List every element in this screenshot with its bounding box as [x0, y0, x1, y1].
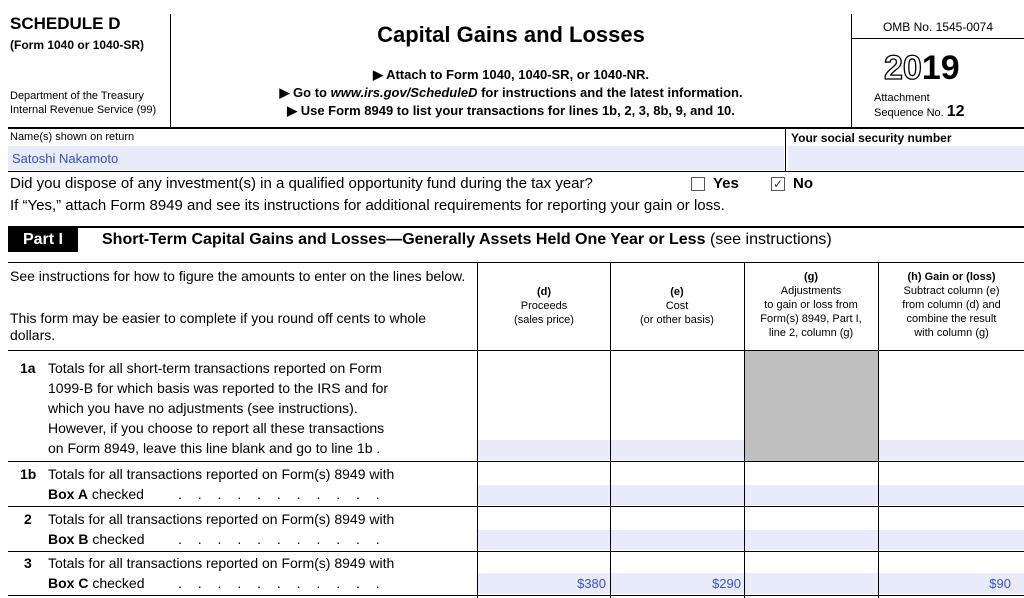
irs-label: Internal Revenue Service (99): [10, 104, 157, 116]
instruction-website: ▶ Go to www.irs.gov/ScheduleD for instructions and the latest information.: [279, 85, 743, 100]
row-1b-gain-field[interactable]: [879, 485, 1024, 505]
ssn-label: Your social security number: [791, 131, 952, 145]
row-3-box-line: Box C checked: [48, 575, 145, 591]
name-label: Name(s) shown on return: [10, 131, 135, 143]
row-1b-box-line: Box A checked: [48, 486, 144, 502]
irs-url: www.irs.gov/ScheduleD: [330, 85, 478, 100]
row-3-adjustments-field[interactable]: [745, 573, 878, 594]
schedule-label: SCHEDULE D: [10, 14, 121, 33]
row-2-gain-field[interactable]: [879, 530, 1024, 550]
row-3-cost-value: $290: [712, 576, 741, 591]
row-2-leader: . . . . . . . . . . .: [178, 531, 386, 547]
department-label: Department of the Treasury: [10, 90, 144, 102]
col-e-header: (e) Cost (or other basis): [640, 286, 714, 326]
row-3-proceeds-value: $380: [577, 576, 606, 591]
row-2-description: Totals for all transactions reported on Form(s) 8949 with: [48, 511, 395, 527]
qof-question: Did you dispose of any investment(s) in a qualified opportunity fund during the tax year?: [10, 175, 593, 192]
row-1a-description: Totals for all short-term transactions reported on Form 1099-B for which basis was reported to the IRS and for which you have no adjustments (see instructions). However, if you choose to report all these transactions on Form 8949, leave this line blank and go to line 1b .: [48, 360, 389, 456]
qof-followup: If “Yes,” attach Form 8949 and see its instructions for additional requirements for reporting your gain or loss.: [10, 197, 725, 214]
part-i-tag: Part I: [8, 228, 78, 252]
row-3-description: Totals for all transactions reported on Form(s) 8949 with: [48, 555, 395, 571]
row-1b-number: 1b: [20, 466, 37, 482]
row-1a-adjustments-shaded: [745, 351, 878, 461]
row-1b-leader: . . . . . . . . . . .: [178, 486, 386, 502]
qof-no-label: No: [793, 175, 813, 192]
attachment-label: Attachment: [874, 92, 930, 104]
row-2-number: 2: [24, 511, 32, 527]
col-g-header: (g) Adjustments to gain or loss from Form(s) 8949, Part I, line 2, column (g): [760, 271, 862, 339]
row-3-gain-value: $90: [989, 576, 1011, 591]
row-3-leader: . . . . . . . . . . .: [178, 575, 386, 591]
row-1a-gain-field[interactable]: [879, 440, 1024, 460]
qof-no-checkbox[interactable]: [771, 177, 785, 191]
form-title: Capital Gains and Losses: [377, 22, 645, 47]
row-1b-proceeds-field[interactable]: [478, 485, 610, 505]
row-1b-adjustments-field[interactable]: [745, 485, 878, 505]
qof-yes-label: Yes: [713, 175, 739, 192]
name-value: Satoshi Nakamoto: [12, 151, 119, 166]
col-h-header: (h) Gain or (loss) Subtract column (e) from column (d) and combine the result with column (g): [902, 271, 1001, 339]
table-intro-1: See instructions for how to figure the amounts to enter on the lines below.: [10, 268, 466, 284]
tax-year: 2019: [884, 49, 960, 87]
qof-yes-checkbox[interactable]: [691, 177, 705, 191]
row-3-number: 3: [24, 555, 32, 571]
check-mark-icon: ✓: [772, 177, 784, 191]
row-2-adjustments-field[interactable]: [745, 530, 878, 550]
instruction-attach: ▶ Attach to Form 1040, 1040-SR, or 1040-NR.: [372, 67, 650, 82]
row-1b-description: Totals for all transactions reported on Form(s) 8949 with: [48, 466, 395, 482]
sequence-label: Sequence No. 12: [874, 103, 965, 120]
row-2-cost-field[interactable]: [611, 530, 744, 550]
omb-number: OMB No. 1545-0074: [882, 20, 994, 34]
row-2-box-line: Box B checked: [48, 531, 145, 547]
sequence-number: 12: [946, 103, 965, 120]
table-intro-2: This form may be easier to complete if you round off cents to whole dollars.: [10, 310, 427, 343]
form-reference: (Form 1040 or 1040-SR): [10, 38, 145, 52]
part-i-title: Short-Term Capital Gains and Losses—Generally Assets Held One Year or Less (see instructions): [102, 231, 832, 248]
col-d-header: (d) Proceeds (sales price): [514, 286, 574, 326]
name-field[interactable]: [8, 146, 784, 170]
row-1a-number: 1a: [20, 360, 36, 376]
row-1b-cost-field[interactable]: [611, 485, 744, 505]
instruction-form-8949: ▶ Use Form 8949 to list your transactions for lines 1b, 2, 3, 8b, 9, and 10.: [287, 103, 735, 118]
row-1a-proceeds-field[interactable]: [478, 440, 610, 460]
row-1a-cost-field[interactable]: [611, 440, 744, 460]
row-2-proceeds-field[interactable]: [478, 530, 610, 550]
ssn-field[interactable]: [788, 146, 1024, 170]
